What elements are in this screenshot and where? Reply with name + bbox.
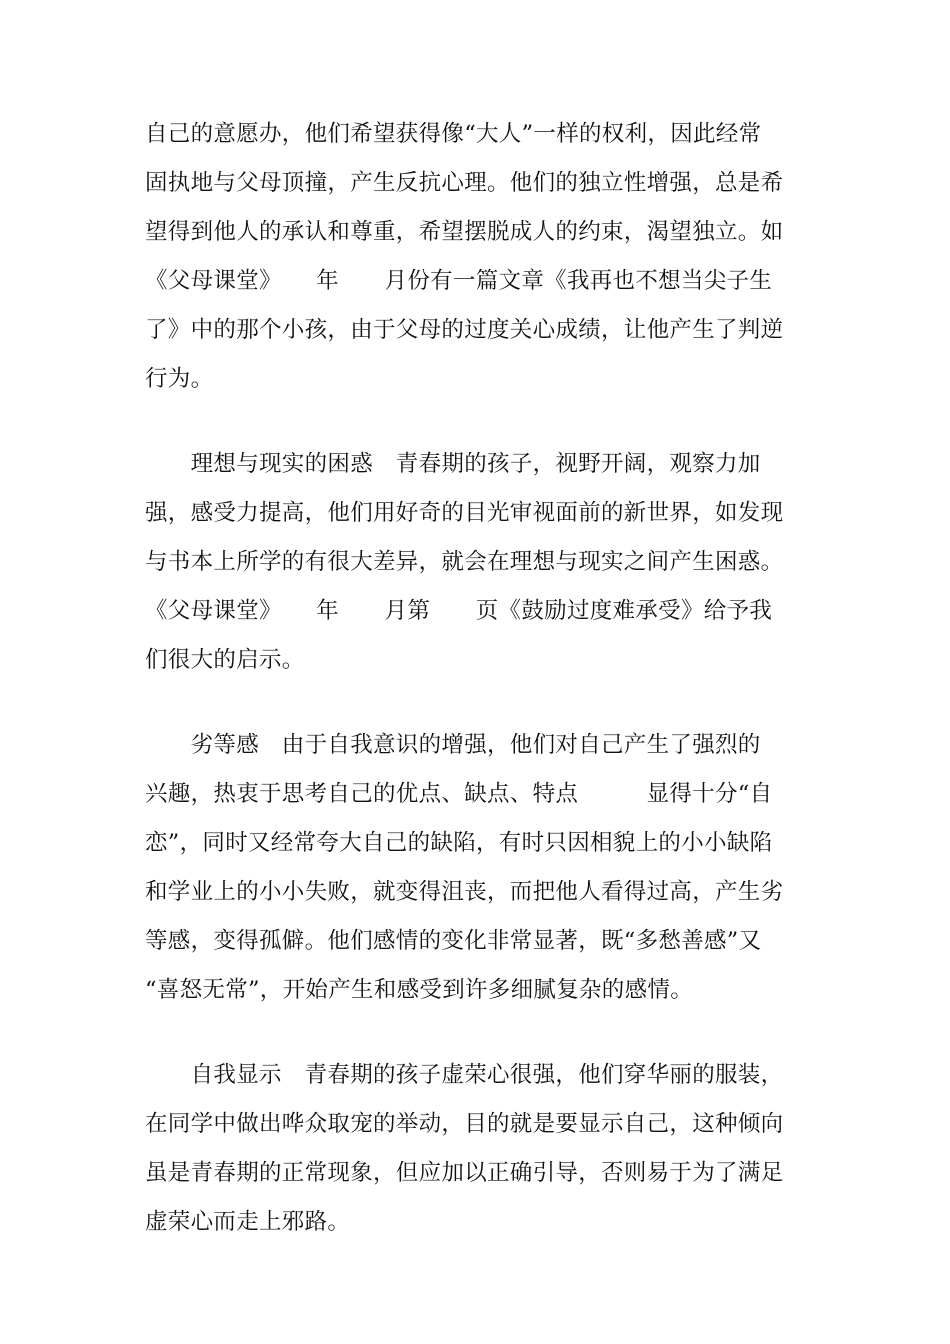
document-page [145,110,810,1283]
text-line: 了》中的那个小孩，由于父母的过度关心成绩，让他产生了判逆 [145,317,784,343]
paragraph-ideal-vs-reality [145,440,810,685]
text-line: 理想与现实的困惑 青春期的孩子，视野开阔，观察力加 [145,451,761,477]
paragraph-independence [145,110,810,404]
text-line: 强，感受力提高，他们用好奇的目光审视面前的新世界，如发现 [145,500,784,526]
text-line: 虚荣心而走上邪路。 [145,1209,351,1235]
text-line: 自己的意愿办，他们希望获得像“大人”一样的权利，因此经常 [145,121,762,147]
text-line: 等感，变得孤僻。他们感情的变化非常显著，既“多愁善感”又 [145,928,762,954]
text-line: 兴趣，热衷于思考自己的优点、缺点、特点 显得十分“自 [145,781,773,807]
text-line: 《父母课堂》 年 月第 页《鼓励过度难承受》给予我 [145,598,773,624]
text-line: 虽是青春期的正常现象，但应加以正确引导，否则易于为了满足 [145,1160,784,1186]
text-line: 在同学中做出哗众取宠的举动，目的就是要显示自己，这种倾向 [145,1111,784,1137]
text-line: 望得到他人的承认和尊重，希望摆脱成人的约束，渴望独立。如 [145,219,784,245]
text-line: 固执地与父母顶撞，产生反抗心理。他们的独立性增强，总是希 [145,170,784,196]
paragraph-self-display [145,1051,810,1247]
text-line: 和学业上的小小失败，就变得沮丧，而把他人看得过高，产生劣 [145,879,784,905]
text-line: 恋”，同时又经常夸大自己的缺陷，有时只因相貌上的小小缺陷 [145,830,773,856]
paragraph-inferiority [145,721,810,1015]
text-line: “喜怒无常”，开始产生和感受到许多细腻复杂的感情。 [145,977,694,1003]
text-line: 们很大的启示。 [145,647,305,673]
text-line: 自我显示 青春期的孩子虚荣心很强，他们穿华丽的服装， [145,1062,784,1088]
text-line: 行为。 [145,366,214,392]
text-line: 劣等感 由于自我意识的增强，他们对自己产生了强烈的 [145,732,761,758]
text-line: 与书本上所学的有很大差异，就会在理想与现实之间产生困惑。 [145,549,784,575]
text-line: 《父母课堂》 年 月份有一篇文章《我再也不想当尖子生 [145,268,773,294]
